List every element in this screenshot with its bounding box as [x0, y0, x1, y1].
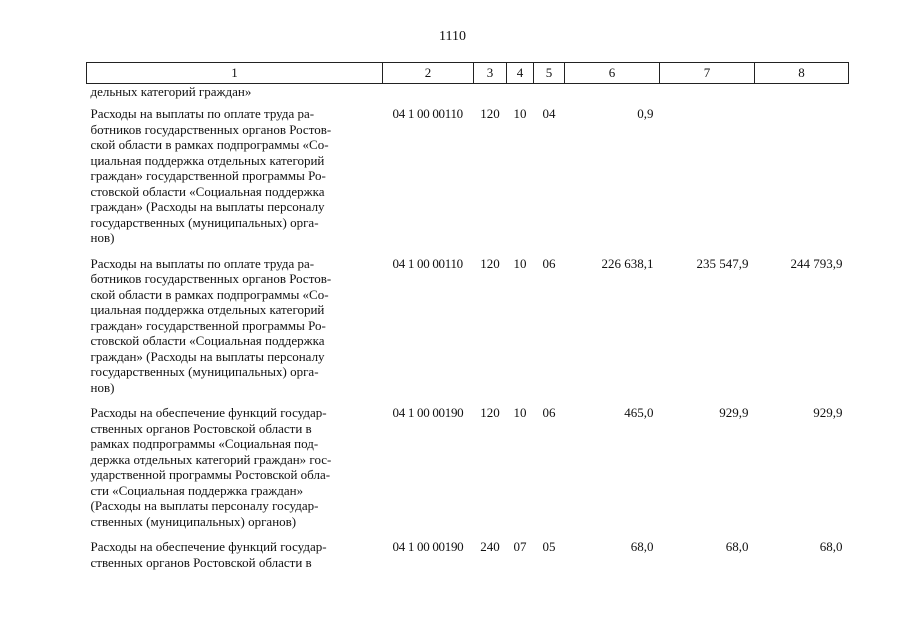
page-number: 1110 — [439, 29, 466, 44]
description-line: ской области в рамках подпрограммы «Со- — [90, 137, 329, 152]
description-line: ственных органов Ростовской области в — [90, 554, 312, 570]
row-code: 04 1 00 00190 — [392, 539, 464, 554]
row-description — [87, 401, 383, 535]
row-description — [87, 102, 383, 252]
row-amount-year3: 929,9 — [813, 405, 843, 420]
description-line: Расходы на обеспечение функций государ- — [90, 539, 327, 554]
description-line: граждан» государственной программы Ро- — [90, 168, 326, 183]
row-description — [87, 535, 383, 570]
description-line: Расходы на выплаты по оплате труда ра- — [90, 106, 315, 121]
header-cell-3: 3 — [474, 63, 507, 84]
header-cell-6: 6 — [565, 63, 660, 84]
header-row — [87, 63, 849, 84]
description-line: сти «Социальная поддержка граждан» — [90, 482, 304, 498]
row-section: 10 — [513, 405, 527, 420]
header-cell-5: 5 — [534, 63, 565, 84]
table-row — [87, 252, 849, 402]
description-line: ударственной программы Ростовской обла- — [90, 467, 331, 482]
description-line: (Расходы на выплаты персоналу государ- — [90, 498, 319, 513]
description-line: нов) — [90, 230, 115, 245]
budget-table — [86, 62, 849, 570]
description-line: ской области в рамках подпрограммы «Со- — [90, 286, 329, 302]
description-line: циальная поддержка отдельных категорий — [90, 152, 325, 168]
row-amount-year1: 226 638,1 — [601, 255, 654, 271]
row-amount-year2: 929,9 — [719, 405, 749, 420]
description-line: стовской области «Социальная поддержка — [90, 333, 325, 348]
row-amount-year3 — [755, 102, 849, 252]
description-line: нов) — [90, 379, 115, 395]
description-line: Расходы на обеспечение функций государ- — [90, 405, 327, 420]
row-amount-year1: 68,0 — [630, 539, 654, 554]
row-section: 10 — [513, 106, 527, 121]
description-line: граждан» (Расходы на выплаты персоналу — [90, 348, 325, 364]
row-expense-type: 120 — [480, 106, 500, 121]
row-amount-year2: 235 547,9 — [696, 255, 749, 271]
table-row — [87, 535, 849, 570]
row-subsection: 06 — [542, 255, 556, 271]
description-line: граждан» (Расходы на выплаты персоналу — [90, 199, 325, 214]
description-line: граждан» государственной программы Ро- — [90, 317, 326, 333]
header-cell-4: 4 — [507, 63, 534, 84]
row-subsection: 06 — [542, 405, 556, 420]
description-line: ственных (муниципальных) органов) — [90, 513, 297, 529]
description-line: ботников государственных органов Ростов- — [90, 271, 332, 286]
row-expense-type: 240 — [480, 539, 500, 554]
row-amount-year1: 0,9 — [637, 106, 654, 121]
header-cell-7: 7 — [660, 63, 755, 84]
description-line: государственных (муниципальных) орга- — [90, 214, 319, 230]
row-amount-year3: 68,0 — [819, 539, 843, 554]
row-amount-year1: 465,0 — [624, 405, 654, 420]
table-row — [87, 102, 849, 252]
row-subsection: 05 — [542, 539, 556, 554]
description-line: ботников государственных органов Ростов- — [90, 121, 332, 137]
row-subsection: 04 — [542, 106, 556, 121]
row-amount-year2: 68,0 — [725, 539, 749, 554]
row-section: 07 — [513, 539, 527, 554]
description-line: держка отдельных категорий граждан» гос- — [90, 451, 332, 467]
row-description — [87, 252, 383, 402]
row-section: 10 — [513, 255, 527, 271]
header-cell-8: 8 — [755, 63, 849, 84]
description-line: стовской области «Социальная поддержка — [90, 183, 325, 199]
description-line: рамках подпрограммы «Социальная под- — [90, 436, 319, 451]
row-code: 04 1 00 00110 — [392, 255, 463, 271]
row-expense-type: 120 — [480, 255, 500, 271]
description-line: Расходы на выплаты по оплате труда ра- — [90, 255, 315, 271]
table-row — [87, 401, 849, 535]
continuation-text: дельных категорий граждан» — [90, 84, 252, 99]
row-expense-type: 120 — [480, 405, 500, 420]
description-line: циальная поддержка отдельных категорий — [90, 302, 325, 317]
row-code: 04 1 00 00190 — [392, 405, 464, 420]
header-cell-1: 1 — [87, 63, 383, 84]
row-amount-year3: 244 793,9 — [790, 255, 843, 271]
row-code: 04 1 00 00110 — [392, 106, 463, 121]
continuation-row — [87, 84, 849, 103]
row-amount-year2 — [660, 102, 755, 252]
description-line: государственных (муниципальных) орга- — [90, 364, 319, 379]
header-cell-2: 2 — [383, 63, 474, 84]
description-line: ственных органов Ростовской области в — [90, 420, 312, 436]
